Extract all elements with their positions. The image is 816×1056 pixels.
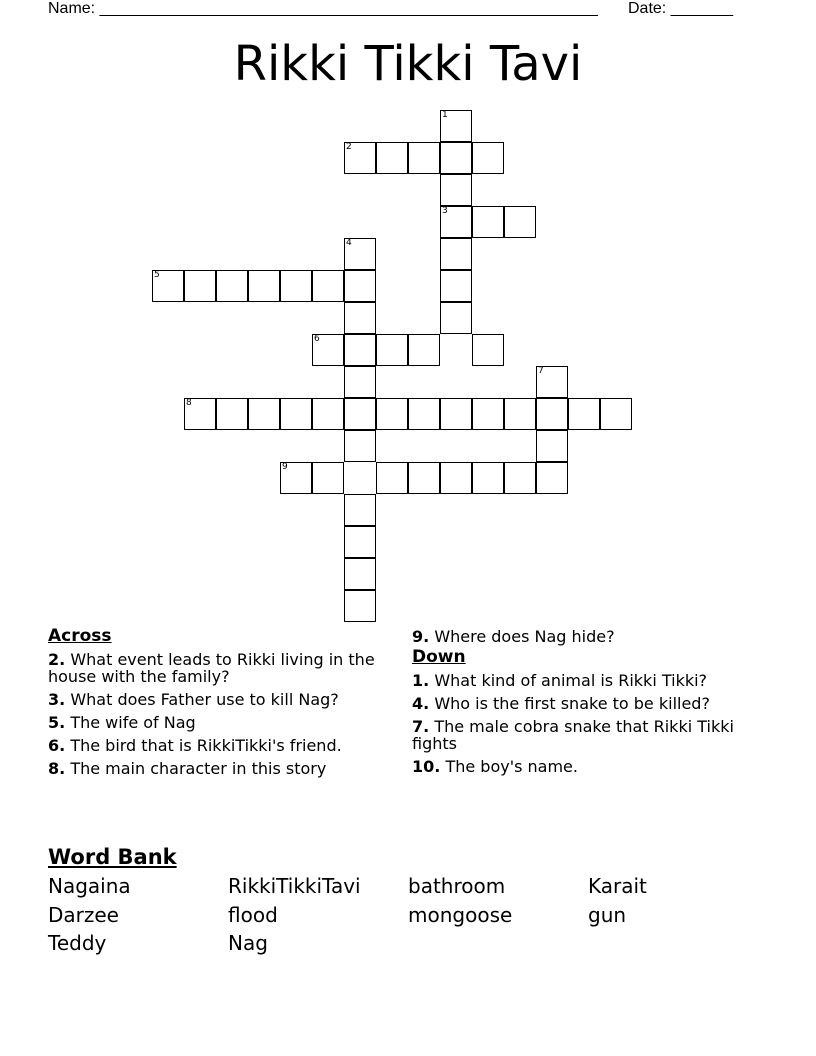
grid-cell[interactable] <box>472 462 504 494</box>
grid-cell[interactable] <box>536 430 568 462</box>
grid-cell[interactable] <box>280 398 312 430</box>
grid-cell[interactable] <box>344 558 376 590</box>
word-bank-item: Nagaina <box>48 874 131 898</box>
grid-cell[interactable] <box>568 398 600 430</box>
grid-cell[interactable] <box>152 270 184 302</box>
grid-cell[interactable] <box>248 270 280 302</box>
grid-cell[interactable] <box>440 462 472 494</box>
clue-across-3: 3. What does Father use to kill Nag? <box>48 690 339 709</box>
clue-number: 2 <box>346 142 352 152</box>
grid-cell[interactable] <box>216 270 248 302</box>
clue-down-4: 4. Who is the first snake to be killed? <box>412 694 710 713</box>
grid-cell[interactable] <box>280 270 312 302</box>
word-bank-item: flood <box>228 903 278 927</box>
clue-down-7: 7. The male cobra snake that Rikki Tikki fights <box>412 717 734 753</box>
grid-cell[interactable] <box>344 590 376 622</box>
grid-cell[interactable] <box>408 398 440 430</box>
grid-cell[interactable] <box>344 398 376 430</box>
grid-cell[interactable] <box>344 302 376 334</box>
grid-cell[interactable] <box>344 366 376 398</box>
name-field-label[interactable]: Name: ________________________________________________________ <box>48 0 598 17</box>
grid-cell[interactable] <box>472 142 504 174</box>
grid-cell[interactable] <box>248 398 280 430</box>
clue-number: 6 <box>314 334 320 344</box>
clue-number: 1 <box>442 110 448 120</box>
grid-cell[interactable] <box>504 462 536 494</box>
grid-cell[interactable] <box>280 462 312 494</box>
clue-number: 7 <box>538 366 544 376</box>
grid-cell[interactable] <box>216 398 248 430</box>
clue-across-9: 9. Where does Nag hide? <box>412 627 615 646</box>
clues-right-column <box>412 628 752 781</box>
grid-cell[interactable] <box>344 526 376 558</box>
word-bank-item: Nag <box>228 931 268 955</box>
grid-cell[interactable] <box>408 334 440 366</box>
grid-cell[interactable] <box>184 398 216 430</box>
grid-cell[interactable] <box>312 462 344 494</box>
grid-cell[interactable] <box>440 238 472 270</box>
grid-cell[interactable] <box>536 366 568 398</box>
grid-cell[interactable] <box>312 270 344 302</box>
grid-cell[interactable] <box>184 270 216 302</box>
grid-cell[interactable] <box>536 398 568 430</box>
grid-cell[interactable] <box>344 494 376 526</box>
clue-number: 5 <box>154 270 160 280</box>
grid-cell[interactable] <box>440 270 472 302</box>
grid-cell[interactable] <box>440 174 472 206</box>
grid-cell[interactable] <box>472 206 504 238</box>
word-bank-item: RikkiTikkiTavi <box>228 874 361 898</box>
word-bank-item: mongoose <box>408 903 513 927</box>
puzzle-title: Rikki Tikki Tavi <box>233 36 583 92</box>
date-field-label[interactable]: Date: _______ <box>628 0 733 17</box>
grid-cell[interactable] <box>344 430 376 462</box>
clue-across-5: 5. The wife of Nag <box>48 713 196 732</box>
grid-cell[interactable] <box>504 206 536 238</box>
clue-number: 8 <box>186 398 192 408</box>
word-bank-item: Darzee <box>48 903 119 927</box>
clue-across-6: 6. The bird that is RikkiTikki's friend. <box>48 736 342 755</box>
word-bank-item: gun <box>588 903 627 927</box>
word-bank-item: Teddy <box>48 931 107 955</box>
grid-cell[interactable] <box>376 462 408 494</box>
clue-number: 9 <box>282 462 288 472</box>
grid-cell[interactable] <box>312 398 344 430</box>
clue-across-8: 8. The main character in this story <box>48 759 327 778</box>
grid-cell[interactable] <box>344 142 376 174</box>
clue-across-2: 2. What event leads to Rikki living in the house with the family? <box>48 650 375 686</box>
word-bank-item: Karait <box>588 874 647 898</box>
grid-cell[interactable] <box>344 270 376 302</box>
grid-cell[interactable] <box>376 334 408 366</box>
grid-cell[interactable] <box>440 110 472 142</box>
clues-left-column <box>48 628 388 783</box>
clue-number: 3 <box>442 206 448 216</box>
clue-down-1: 1. What kind of animal is Rikki Tikki? <box>412 671 708 690</box>
word-bank-item: bathroom <box>408 874 506 898</box>
grid-cell[interactable] <box>440 206 472 238</box>
word-bank-title: Word Bank <box>48 845 177 869</box>
grid-cell[interactable] <box>376 398 408 430</box>
grid-cell[interactable] <box>408 462 440 494</box>
across-heading: Across <box>48 626 112 646</box>
grid-cell[interactable] <box>376 142 408 174</box>
grid-cell[interactable] <box>408 142 440 174</box>
grid-cell[interactable] <box>536 462 568 494</box>
grid-cell[interactable] <box>440 302 472 334</box>
grid-cell[interactable] <box>472 398 504 430</box>
grid-cell[interactable] <box>344 238 376 270</box>
grid-cell[interactable] <box>472 334 504 366</box>
grid-cell[interactable] <box>312 334 344 366</box>
grid-cell[interactable] <box>504 398 536 430</box>
down-heading: Down <box>412 647 466 667</box>
grid-cell[interactable] <box>440 142 472 174</box>
grid-cell[interactable] <box>344 334 376 366</box>
clue-down-10: 10. The boy's name. <box>412 757 578 776</box>
clue-number: 4 <box>346 238 352 248</box>
grid-cell[interactable] <box>440 398 472 430</box>
grid-cell[interactable] <box>600 398 632 430</box>
